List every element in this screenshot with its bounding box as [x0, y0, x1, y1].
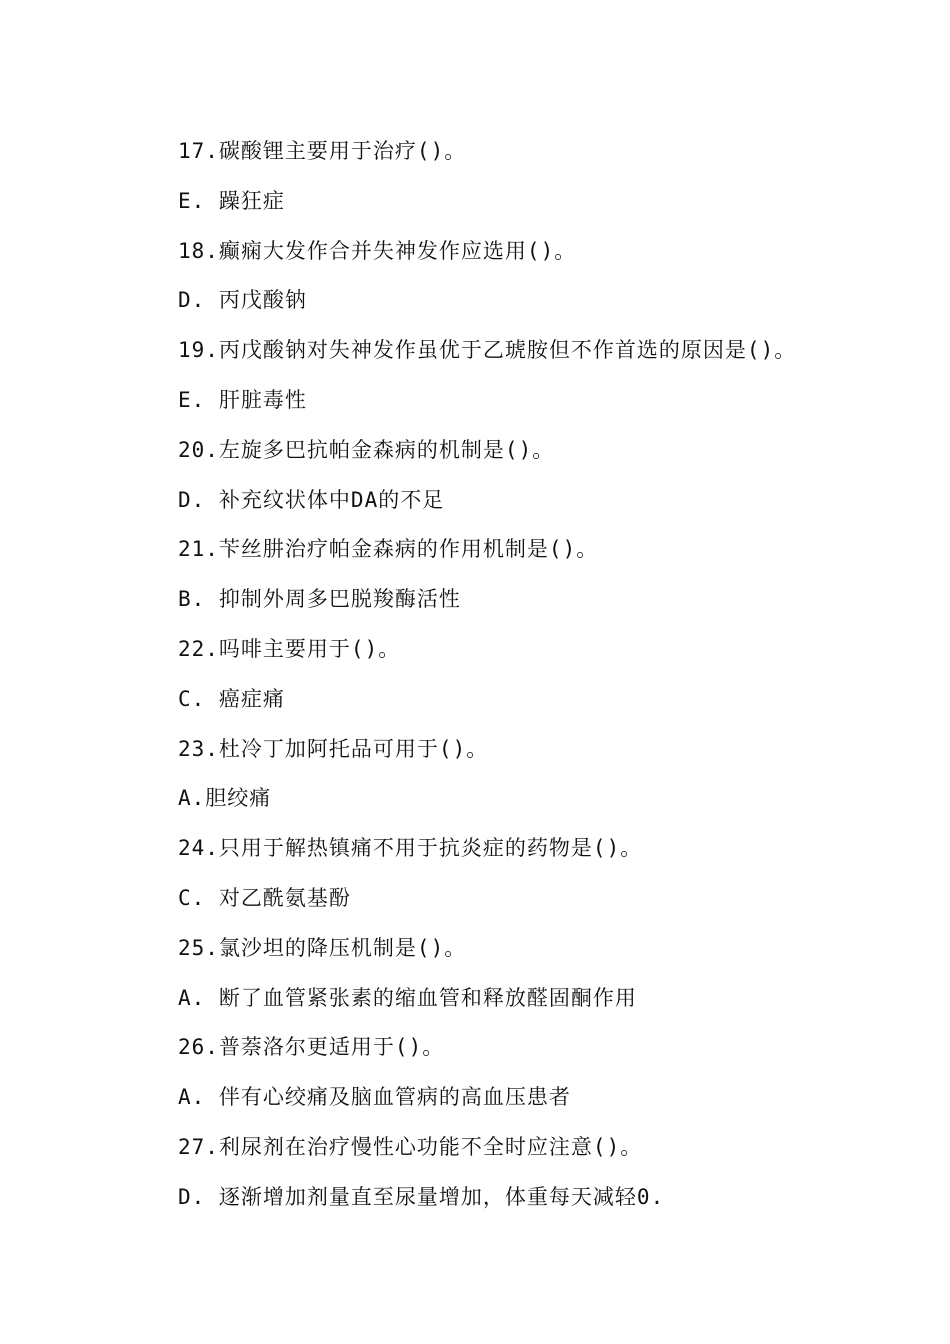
answer-23: A.胆绞痛 [178, 786, 272, 811]
answer-18: D. 丙戊酸钠 [178, 288, 307, 313]
answer-21: B. 抑制外周多巴脱羧酶活性 [178, 587, 461, 612]
question-18: 18.癫痫大发作合并失神发作应选用()。 [178, 238, 577, 263]
question-19: 19.丙戊酸钠对失神发作虽优于乙琥胺但不作首选的原因是()。 [178, 338, 797, 363]
answer-19: E. 肝脏毒性 [178, 387, 307, 412]
question-24: 24.只用于解热镇痛不用于抗炎症的药物是()。 [178, 836, 643, 861]
answer-25: A. 断了血管紧张素的缩血管和释放醛固酮作用 [178, 985, 637, 1010]
question-21: 21.苄丝肼治疗帕金森病的作用机制是()。 [178, 537, 599, 562]
answer-26: A. 伴有心绞痛及脑血管病的高血压患者 [178, 1085, 571, 1110]
answer-17: E. 躁狂症 [178, 188, 285, 213]
answer-27: D. 逐渐增加剂量直至尿量增加，体重每天减轻0. [178, 1184, 665, 1209]
answer-24: C. 对乙酰氨基酚 [178, 885, 351, 910]
question-17: 17.碳酸锂主要用于治疗()。 [178, 139, 467, 163]
answer-20: D. 补充纹状体中DA的不足 [178, 487, 445, 512]
question-26: 26.普萘洛尔更适用于()。 [178, 1035, 445, 1060]
question-23: 23.杜冷丁加阿托品可用于()。 [178, 736, 489, 761]
answer-22: C. 癌症痛 [178, 686, 285, 711]
question-27: 27.利尿剂在治疗慢性心功能不全时应注意()。 [178, 1134, 643, 1159]
question-list [178, 136, 918, 1232]
question-25: 25.氯沙坦的降压机制是()。 [178, 935, 467, 960]
question-22: 22.吗啡主要用于()。 [178, 636, 401, 661]
question-20: 20.左旋多巴抗帕金森病的机制是()。 [178, 437, 555, 462]
